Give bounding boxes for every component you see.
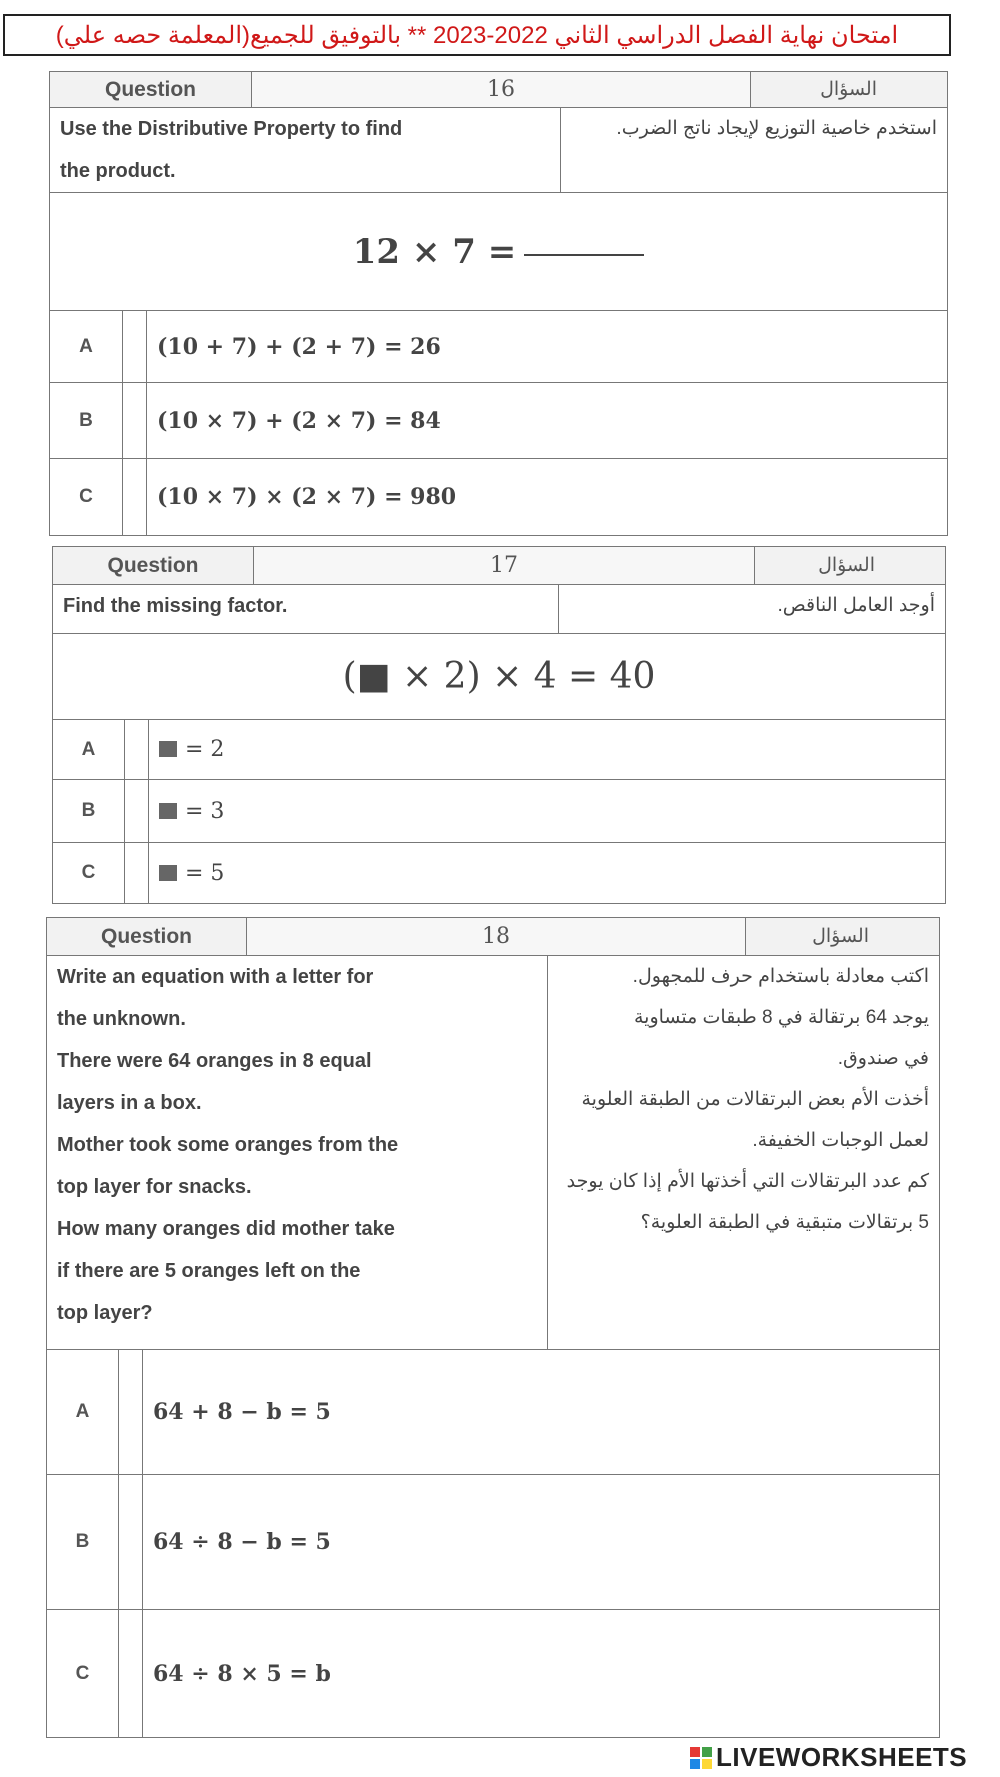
prompt-line: Use the Distributive Property to find <box>60 118 403 140</box>
question-label-ar: السؤال <box>751 72 948 108</box>
option-letter: A <box>53 720 125 780</box>
question-label: Question <box>53 547 254 585</box>
prompt-line: Write an equation with a letter for <box>57 966 374 988</box>
option-letter: A <box>47 1350 119 1475</box>
option-text <box>149 780 946 843</box>
option-checkbox[interactable] <box>119 1350 143 1475</box>
prompt-line: There were 64 oranges in 8 equal <box>57 1050 372 1072</box>
liveworksheets-logo-icon <box>690 1747 712 1769</box>
prompt-line: top layer? <box>57 1302 153 1324</box>
option-checkbox[interactable] <box>119 1475 143 1610</box>
option-letter: C <box>53 843 125 904</box>
prompt-line: if there are 5 oranges left on the <box>57 1260 361 1282</box>
option-text <box>149 843 946 904</box>
prompt-line-ar: كم عدد البرتقالات التي أخذتها الأم إذا كان يوجد <box>566 1171 929 1192</box>
expression-text: 12 × 7 = <box>352 231 517 272</box>
option-value: = 3 <box>185 798 225 824</box>
prompt-line-ar: أوجد العامل الناقص. <box>777 595 935 616</box>
option-letter: C <box>50 459 123 536</box>
prompt-line-ar: يوجد 64 برتقالة في 8 طبقات متساوية <box>633 1007 929 1028</box>
option-checkbox[interactable] <box>123 459 147 536</box>
option-row[interactable] <box>53 780 946 843</box>
answer-blank <box>524 252 644 256</box>
option-row[interactable] <box>53 843 946 904</box>
option-checkbox[interactable] <box>123 383 147 459</box>
question-17-card <box>52 546 945 903</box>
prompt-line: the product. <box>60 160 176 182</box>
exam-title-banner: امتحان نهاية الفصل الدراسي الثاني 2022-2023 ** بالتوفيق للجميع(المعلمة حصه علي) <box>3 14 951 56</box>
logo-square <box>702 1747 712 1757</box>
option-text: 64 + 8 − b = 5 <box>143 1350 940 1475</box>
liveworksheets-footer[interactable] <box>690 1742 967 1773</box>
prompt-line: the unknown. <box>57 1008 186 1030</box>
option-row[interactable] <box>50 383 948 459</box>
prompt-line: top layer for snacks. <box>57 1176 252 1198</box>
option-text: (10 + 7) + (2 + 7) = 26 <box>147 311 948 383</box>
option-row[interactable] <box>53 720 946 780</box>
brand-name: LIVEWORKSHEETS <box>716 1742 968 1772</box>
question-label: Question <box>50 72 252 108</box>
missing-factor-square-icon <box>159 803 177 819</box>
option-text <box>149 720 946 780</box>
question-prompt-en <box>47 956 548 1350</box>
logo-square <box>690 1759 700 1769</box>
question-number: 16 <box>252 72 751 108</box>
option-row[interactable] <box>47 1350 940 1475</box>
question-expression: (■ × 2) × 4 = 40 <box>53 634 946 720</box>
question-label: Question <box>47 918 247 956</box>
option-checkbox[interactable] <box>119 1610 143 1738</box>
question-expression <box>50 193 948 311</box>
question-label-ar: السؤال <box>755 547 946 585</box>
question-prompt-ar <box>559 585 946 634</box>
option-checkbox[interactable] <box>125 843 149 904</box>
option-letter: A <box>50 311 123 383</box>
question-number: 18 <box>247 918 746 956</box>
prompt-line: Find the missing factor. <box>63 595 288 617</box>
prompt-line-ar: في صندوق. <box>837 1048 929 1069</box>
prompt-line: layers in a box. <box>57 1092 202 1114</box>
missing-factor-square-icon <box>159 741 177 757</box>
option-row[interactable] <box>50 311 948 383</box>
prompt-line-ar: لعمل الوجبات الخفيفة. <box>752 1130 929 1151</box>
option-row[interactable] <box>50 459 948 536</box>
option-value: = 5 <box>185 860 225 886</box>
option-letter: B <box>47 1475 119 1610</box>
logo-square <box>690 1747 700 1757</box>
prompt-line: How many oranges did mother take <box>57 1218 395 1240</box>
prompt-line-ar: استخدم خاصية التوزيع لإيجاد ناتج الضرب. <box>616 118 937 139</box>
missing-factor-square-icon <box>159 865 177 881</box>
option-text: 64 ÷ 8 − b = 5 <box>143 1475 940 1610</box>
question-number: 17 <box>254 547 755 585</box>
option-letter: B <box>50 383 123 459</box>
option-checkbox[interactable] <box>125 720 149 780</box>
prompt-line-ar: اكتب معادلة باستخدام حرف للمجهول. <box>632 966 929 987</box>
question-16-card <box>49 71 947 533</box>
option-letter: C <box>47 1610 119 1738</box>
question-prompt-ar <box>548 956 940 1350</box>
option-row[interactable] <box>47 1475 940 1610</box>
option-checkbox[interactable] <box>125 780 149 843</box>
logo-square <box>702 1759 712 1769</box>
option-text: (10 × 7) + (2 × 7) = 84 <box>147 383 948 459</box>
question-18-card <box>46 917 939 1737</box>
option-checkbox[interactable] <box>123 311 147 383</box>
question-prompt-en <box>50 108 561 193</box>
question-label-ar: السؤال <box>746 918 940 956</box>
option-row[interactable] <box>47 1610 940 1738</box>
question-prompt-ar <box>561 108 948 193</box>
question-prompt-en <box>53 585 559 634</box>
prompt-line-ar: أخذت الأم بعض البرتقالات من الطبقة العلوية <box>581 1089 929 1110</box>
prompt-line: Mother took some oranges from the <box>57 1134 399 1156</box>
option-value: = 2 <box>185 737 225 762</box>
prompt-line-ar: 5 برتقالات متبقية في الطبقة العلوية؟ <box>640 1212 929 1233</box>
option-text: 64 ÷ 8 × 5 = b <box>143 1610 940 1738</box>
option-letter: B <box>53 780 125 843</box>
option-text: (10 × 7) × (2 × 7) = 980 <box>147 459 948 536</box>
